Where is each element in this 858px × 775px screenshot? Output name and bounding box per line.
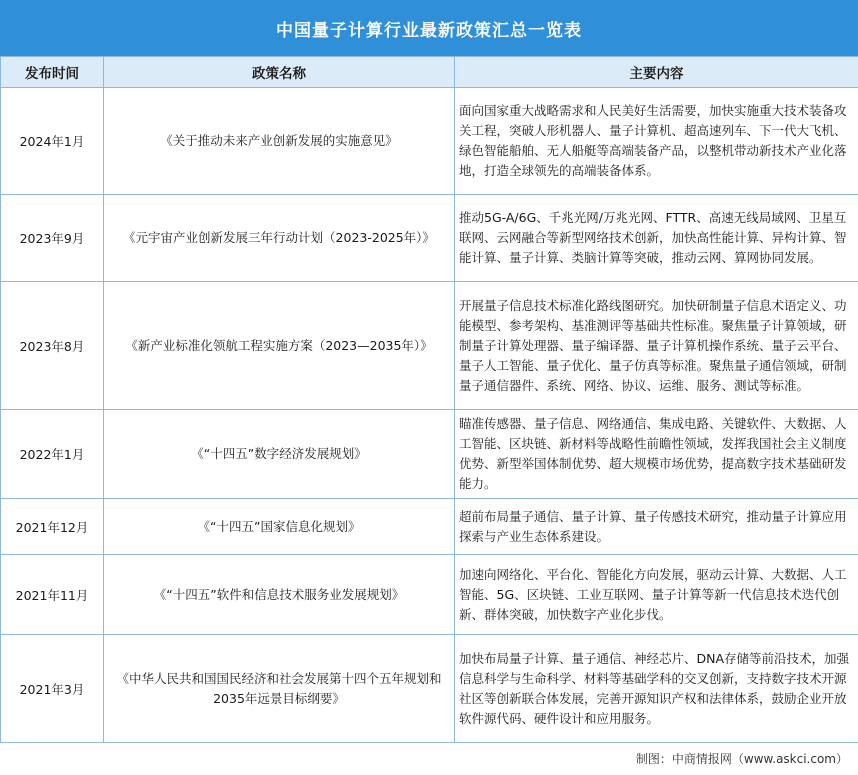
table-row — [1, 88, 858, 195]
table-row — [1, 635, 858, 743]
row-content: 加速向网络化、平台化、智能化方向发展，驱动云计算、大数据、人工智能、5G、区块链、工业互联网、量子计算等新一代信息技术迭代创新、群体突破，加快数字产业化步伐。 — [455, 555, 858, 635]
table-header-row — [1, 57, 858, 88]
row-policy-name: 《“十四五”数字经济发展规划》 — [104, 410, 455, 499]
row-policy-name: 《“十四五”软件和信息技术服务业发展规划》 — [104, 555, 455, 635]
table-row — [1, 410, 858, 499]
table-row — [1, 282, 858, 410]
table-row — [1, 195, 858, 282]
policy-table — [0, 56, 858, 743]
page-title: 中国量子计算行业最新政策汇总一览表 — [0, 0, 858, 56]
row-content: 推动5G-A/6G、千兆光网/万兆光网、FTTR、高速无线局域网、卫星互联网、云网融合等新型网络技术创新，加快高性能计算、异构计算、智能计算、量子计算、类脑计算等突破，推动云网、算网协同发展。 — [455, 195, 858, 282]
row-policy-name: 《中华人民共和国国民经济和社会发展第十四个五年规划和2035年远景目标纲要》 — [104, 635, 455, 743]
row-date: 2021年11月 — [1, 555, 104, 635]
row-content: 瞄准传感器、量子信息、网络通信、集成电路、关键软件、大数据、人工智能、区块链、新材料等战略性前瞻性领域，发挥我国社会主义制度优势、新型举国体制优势、超大规模市场优势，提高数字技术基础研发能力。 — [455, 410, 858, 499]
row-content: 加快布局量子计算、量子通信、神经芯片、DNA存储等前沿技术，加强信息科学与生命科学、材料等基础学科的交叉创新，支持数字技术开源社区等创新联合体发展，完善开源知识产权和法律体系，鼓励企业开放软件源代码、硬件设计和应用服务。 — [455, 635, 858, 743]
header-content: 主要内容 — [455, 57, 858, 88]
row-date: 2024年1月 — [1, 88, 104, 195]
row-content: 超前布局量子通信、量子计算、量子传感技术研究，推动量子计算应用探索与产业生态体系建设。 — [455, 499, 858, 555]
row-date: 2021年3月 — [1, 635, 104, 743]
row-policy-name: 《元宇宙产业创新发展三年行动计划（2023-2025年）》 — [104, 195, 455, 282]
row-date: 2023年8月 — [1, 282, 104, 410]
table-row — [1, 555, 858, 635]
header-name: 政策名称 — [104, 57, 455, 88]
row-date: 2021年12月 — [1, 499, 104, 555]
header-date: 发布时间 — [1, 57, 104, 88]
row-content: 开展量子信息技术标准化路线图研究。加快研制量子信息术语定义、功能模型、参考架构、基准测评等基础共性标准。聚焦量子计算领域，研制量子计算处理器、量子编译器、量子计算机操作系统、量子云平台、量子人工智能、量子优化、量子仿真等标准。聚焦量子通信领域，研制量子通信器件、系统、网络、协议、运维、服务、测试等标准。 — [455, 282, 858, 410]
row-date: 2022年1月 — [1, 410, 104, 499]
row-policy-name: 《新产业标准化领航工程实施方案（2023—2035年）》 — [104, 282, 455, 410]
row-policy-name: 《关于推动未来产业创新发展的实施意见》 — [104, 88, 455, 195]
source-credit: 制图：中商情报网（www.askci.com） — [635, 752, 848, 766]
table-row — [1, 499, 858, 555]
row-date: 2023年9月 — [1, 195, 104, 282]
row-content: 面向国家重大战略需求和人民美好生活需要，加快实施重大技术装备攻关工程，突破人形机器人、量子计算机、超高速列车、下一代大飞机、绿色智能船舶、无人船艇等高端装备产品，以整机带动新技术产业化落地，打造全球领先的高端装备体系。 — [455, 88, 858, 195]
row-policy-name: 《“十四五”国家信息化规划》 — [104, 499, 455, 555]
